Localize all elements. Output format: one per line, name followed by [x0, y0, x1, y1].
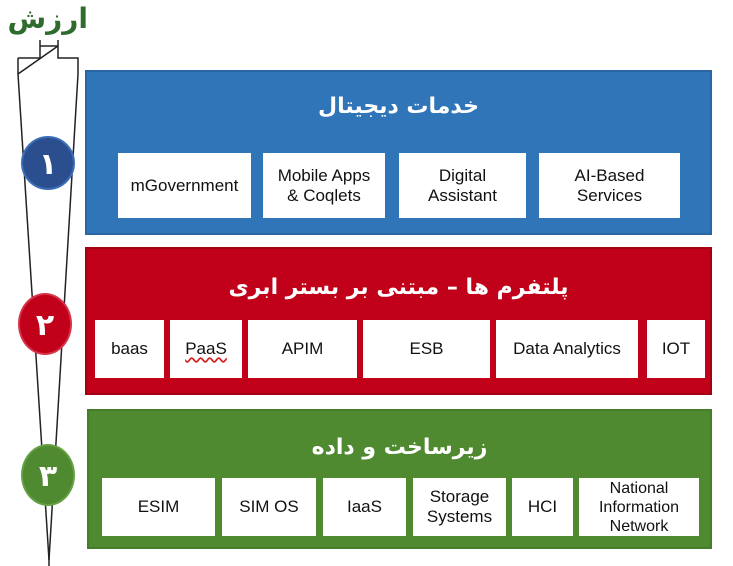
card-label: Storage Systems: [426, 487, 493, 526]
card-label: SIM OS: [239, 497, 299, 516]
card-apim: [248, 320, 357, 378]
card-label: HCI: [527, 497, 558, 516]
card-label: IOT: [661, 339, 691, 358]
layer-title: پلتفرم ها – مبتنی بر بستر ابری: [228, 275, 569, 300]
level-1-badge: ١: [21, 136, 75, 190]
card-mobile-apps: [263, 153, 385, 218]
card-storage-systems: [413, 478, 506, 536]
card-label: AI-Based Services: [574, 165, 645, 205]
card-esb: [363, 320, 490, 378]
card-label: baas: [111, 339, 148, 358]
card-digital-assistant: [399, 153, 526, 218]
card-label: Mobile Apps & Coqlets: [277, 165, 371, 205]
value-title: ارزش: [7, 2, 88, 35]
card-data-analytics: [496, 320, 638, 378]
card-paas: [170, 320, 242, 378]
card-sim-os: [222, 478, 316, 536]
infrastructure-data-layer: [87, 409, 712, 549]
card-national-information-network: [579, 478, 699, 536]
layer-title: زیرساخت و داده: [311, 435, 488, 460]
digital-services-layer: [85, 70, 712, 235]
cloud-platforms-layer: [85, 247, 712, 395]
card-esim: [102, 478, 215, 536]
card-hci: [512, 478, 573, 536]
card-label: IaaS: [347, 497, 382, 516]
card-ai-services: [539, 153, 680, 218]
card-label: mGovernment: [130, 175, 239, 195]
card-label: National Information Network: [598, 479, 680, 535]
card-mgovernment: [118, 153, 251, 218]
card-label: ESB: [409, 339, 444, 358]
card-label: APIM: [281, 339, 324, 358]
card-label: Digital Assistant: [428, 165, 497, 205]
card-label: PaaS: [185, 339, 227, 358]
level-2-badge: ٢: [18, 293, 72, 355]
card-iot: [647, 320, 705, 378]
card-iaas: [323, 478, 406, 536]
level-3-badge: ٣: [21, 444, 75, 506]
layer-title: خدمات دیجیتال: [318, 94, 479, 119]
card-baas: [95, 320, 164, 378]
card-label: ESIM: [137, 497, 180, 516]
card-label: Data Analytics: [513, 339, 621, 358]
